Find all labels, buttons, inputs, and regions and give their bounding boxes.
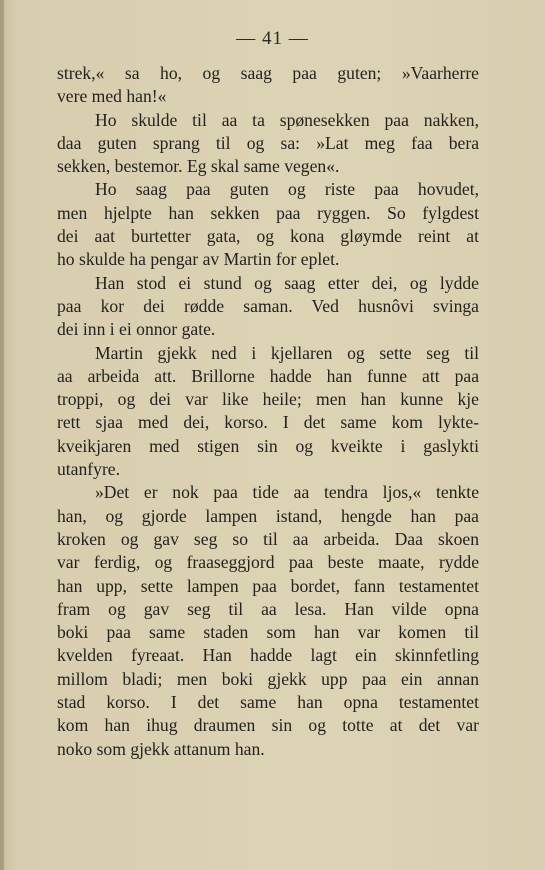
text-line: rett sjaa med dei, korso. I det same kom lykte- — [57, 412, 479, 433]
text-line: kroken og gav seg so til aa arbeida. Daa skoen — [57, 528, 479, 549]
text-line: millom bladi; men boki gjekk upp paa ein annan — [57, 668, 479, 689]
page-number: — 41 — — [236, 28, 309, 49]
text-line: dei inn i ei onnor gate. — [57, 319, 216, 340]
text-line: Ho skulde til aa ta spønesekken paa nakken, — [95, 109, 479, 130]
text-line: »Det er nok paa tide aa tendra ljos,« tenkte — [95, 482, 479, 503]
page-gutter-shadow — [0, 0, 4, 870]
text-line: vere med han!« — [57, 86, 167, 107]
text-line: sekken, bestemor. Eg skal same vegen«. — [57, 156, 340, 177]
text-line: utanfyre. — [57, 459, 121, 480]
text-line: boki paa same staden som han var komen til — [57, 622, 479, 643]
text-line: stad korso. I det same han opna testamentet — [57, 692, 479, 713]
body-text — [57, 62, 479, 761]
text-line: troppi, og dei var like heile; men han kunne kje — [57, 389, 479, 410]
text-line: men hjelpte han sekken paa ryggen. So fylgdest — [57, 202, 479, 223]
text-line: Han stod ei stund og saag etter dei, og lydde — [95, 272, 479, 293]
text-line: Martin gjekk ned i kjellaren og sette seg til — [95, 342, 479, 363]
text-line: strek,« sa ho, og saag paa guten; »Vaarherre — [57, 63, 479, 83]
text-line: var ferdig, og fraaseggjord paa beste maate, rydde — [57, 552, 479, 573]
text-line: han, og gjorde lampen istand, hengde han paa — [57, 505, 479, 526]
text-line: aa arbeida att. Brillorne hadde han funne att paa — [57, 365, 479, 386]
text-line: daa guten sprang til og sa: »Lat meg faa bera — [57, 132, 479, 153]
text-line: Ho saag paa guten og riste paa hovudet, — [95, 179, 479, 200]
text-line: dei aat burtetter gata, og kona gløymde reint at — [57, 226, 479, 247]
text-line: kveikjaren med stigen sin og kveikte i gaslykti — [57, 435, 479, 456]
text-line: kvelden fyreaat. Han hadde lagt ein skinnfetling — [57, 645, 479, 666]
text-line: paa kor dei rødde saman. Ved husnôvi svinga — [57, 295, 479, 316]
text-line: fram og gav seg til aa lesa. Han vilde opna — [57, 598, 479, 619]
text-line: noko som gjekk attanum han. — [57, 738, 265, 759]
text-line: kom han ihug draumen sin og totte at det var — [57, 715, 479, 736]
text-line: ho skulde ha pengar av Martin for eplet. — [57, 249, 340, 270]
text-line: han upp, sette lampen paa bordet, fann testamentet — [57, 575, 479, 596]
